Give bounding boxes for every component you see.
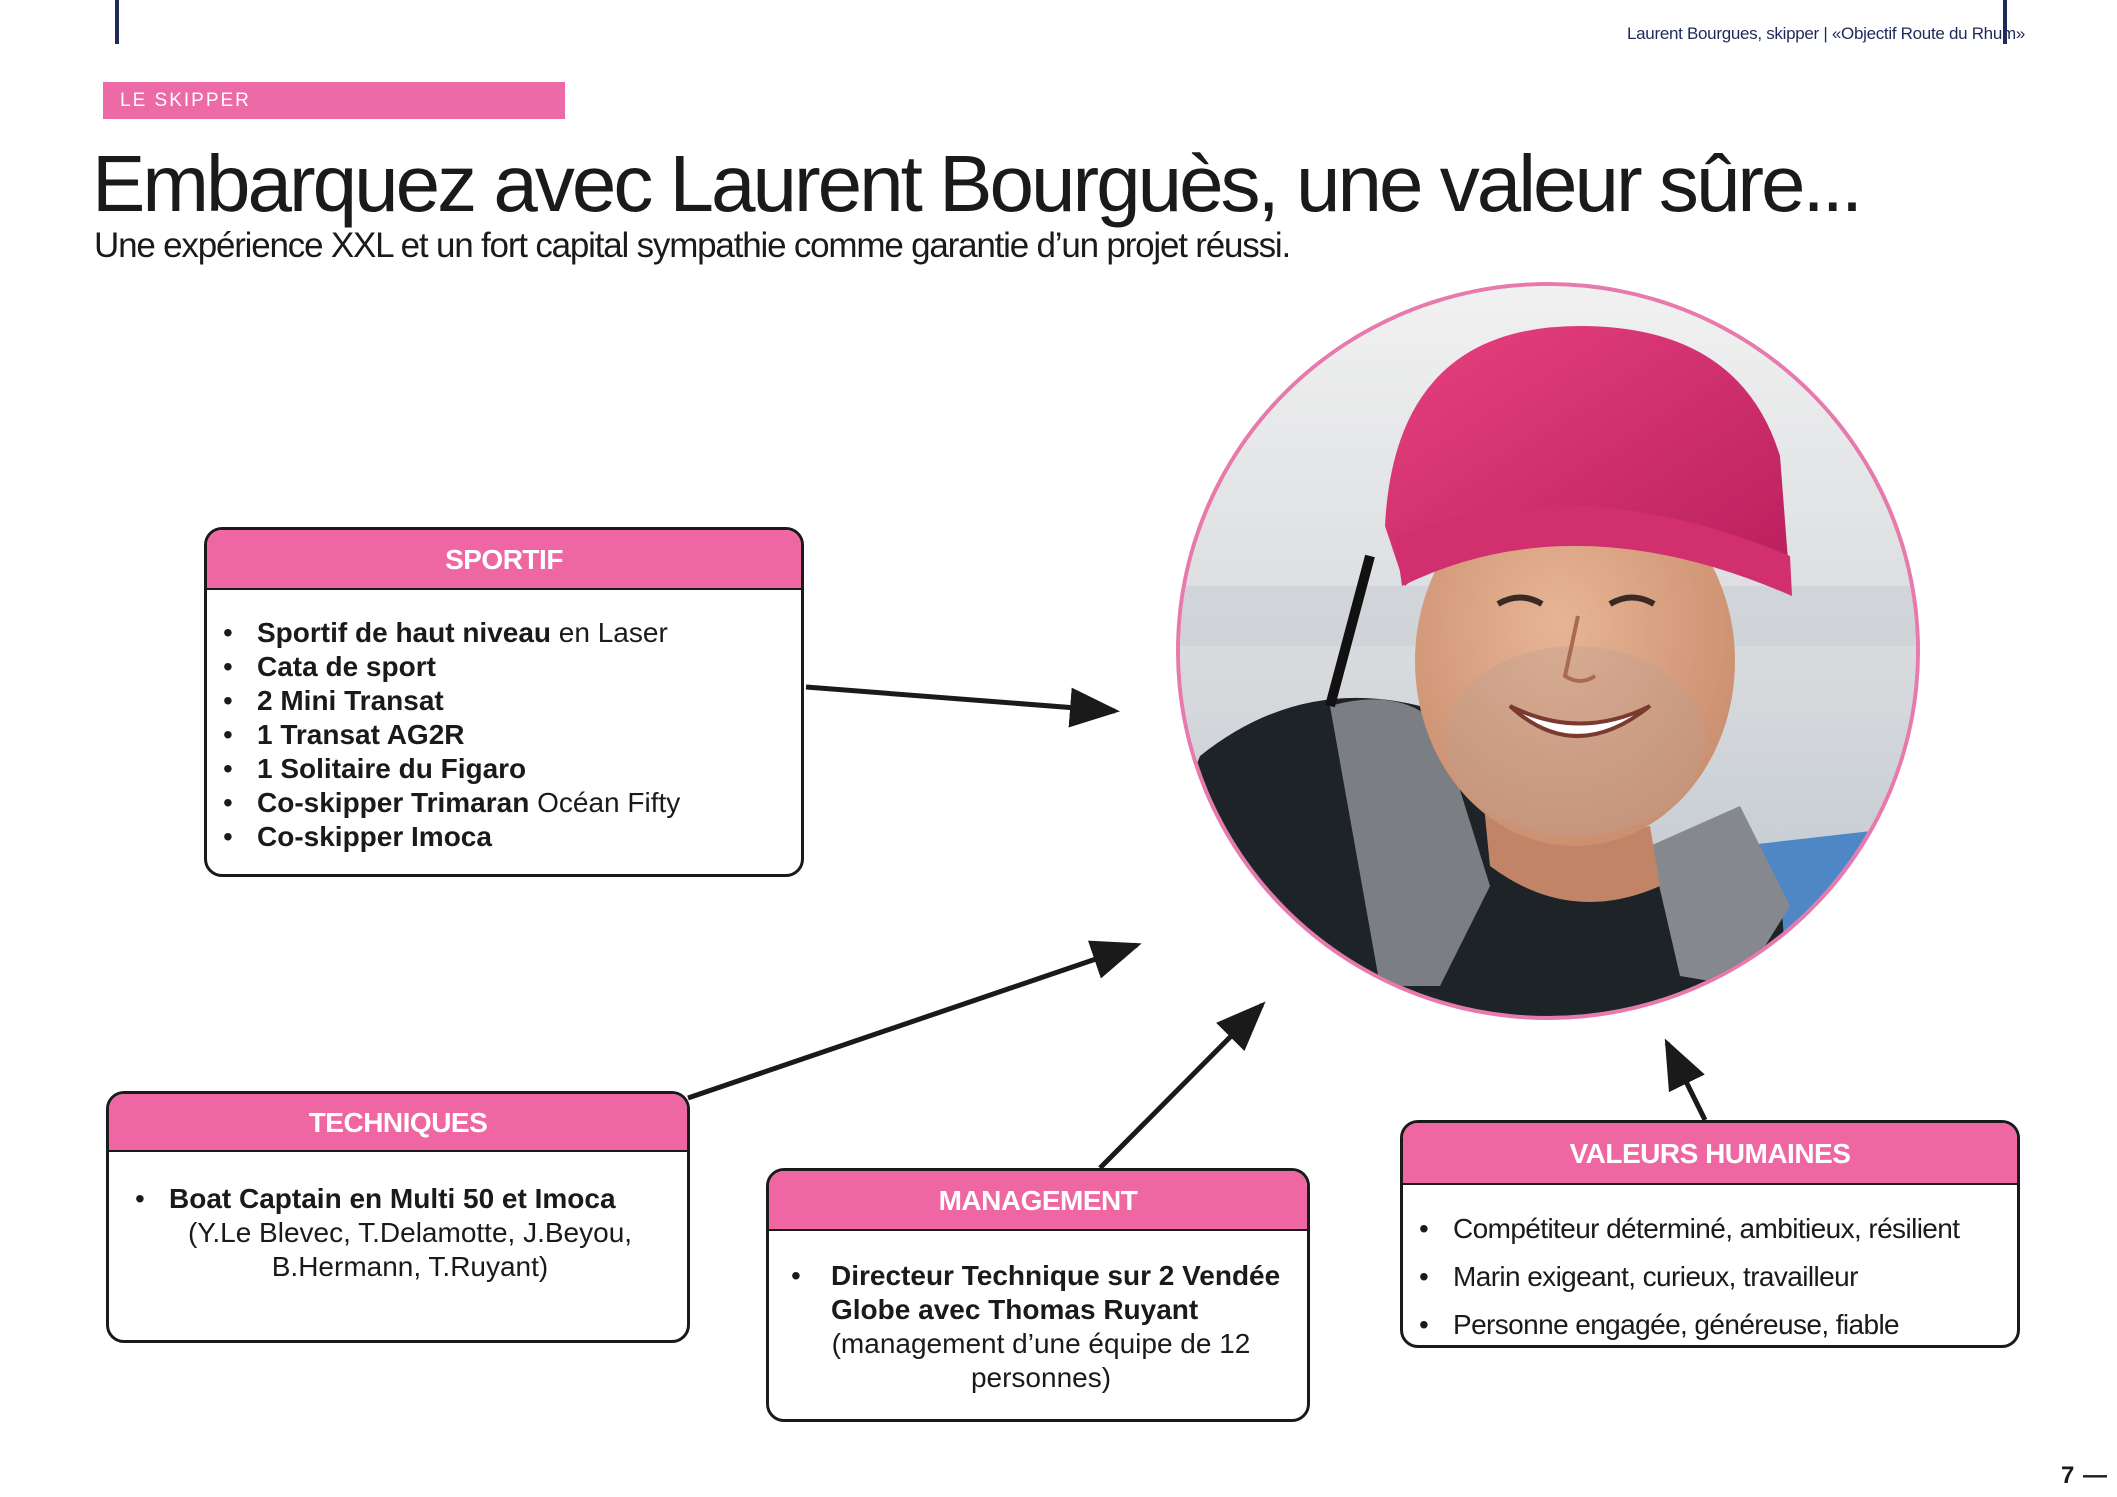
- management-list: [791, 1259, 1307, 1327]
- techniques-detail-line-2: B.Hermann, T.Ruyant): [271, 1251, 549, 1282]
- list-item: • 2 Mini Transat: [223, 684, 801, 718]
- management-heading: MANAGEMENT: [769, 1171, 1307, 1231]
- valeurs-box: [1400, 1120, 2020, 1348]
- list-item: • Marin exigeant, curieux, travailleur: [1419, 1253, 2017, 1301]
- arrow-management: [1100, 1005, 1262, 1168]
- list-item: • Boat Captain en Multi 50 et Imoca: [135, 1182, 687, 1216]
- portrait-illustration: [1180, 286, 1916, 1016]
- running-title: Laurent Bourgues, skipper | «Objectif Route du Rhum»: [1627, 24, 2025, 43]
- sportif-heading: SPORTIF: [207, 530, 801, 590]
- arrow-techniques: [688, 945, 1137, 1098]
- techniques-list: [135, 1182, 687, 1216]
- techniques-heading: TECHNIQUES: [109, 1094, 687, 1152]
- list-item: • Co-skipper Trimaran Océan Fifty: [223, 786, 801, 820]
- management-box: [766, 1168, 1310, 1422]
- arrow-valeurs: [1667, 1043, 1705, 1120]
- list-item: • Personne engagée, généreuse, fiable: [1419, 1301, 2017, 1348]
- sportif-box: [204, 527, 804, 877]
- section-tag: LE SKIPPER: [103, 82, 565, 119]
- list-item: • 1 Solitaire du Figaro: [223, 752, 801, 786]
- arrow-sportif: [806, 687, 1115, 711]
- valeurs-list: [1403, 1185, 2017, 1348]
- list-item: • Compétiteur déterminé, ambitieux, résilient: [1419, 1205, 2017, 1253]
- skipper-portrait: [1176, 282, 1920, 1020]
- page-title: Embarquez avec Laurent Bourguès, une valeur sûre...: [92, 139, 1861, 228]
- techniques-detail-line-1: (Y.Le Blevec, T.Delamotte, J.Beyou,: [187, 1217, 633, 1248]
- list-item: • Sportif de haut niveau en Laser: [223, 616, 801, 650]
- list-item: • 1 Transat AG2R: [223, 718, 801, 752]
- list-item: • Directeur Technique sur 2 Vendée Globe avec Thomas Ruyant: [791, 1259, 1307, 1327]
- techniques-box: [106, 1091, 690, 1343]
- list-item: • Co-skipper Imoca: [223, 820, 801, 854]
- valeurs-heading: VALEURS HUMAINES: [1403, 1123, 2017, 1185]
- management-detail-line-2: personnes): [970, 1362, 1112, 1393]
- page-number: 7 —: [2061, 1462, 2109, 1489]
- page-subtitle: Une expérience XXL et un fort capital sympathie comme garantie d’un projet réussi.: [94, 226, 1290, 265]
- list-item: • Cata de sport: [223, 650, 801, 684]
- management-detail-line-1: (management d’une équipe de 12: [831, 1328, 1251, 1359]
- sportif-list: [207, 590, 801, 854]
